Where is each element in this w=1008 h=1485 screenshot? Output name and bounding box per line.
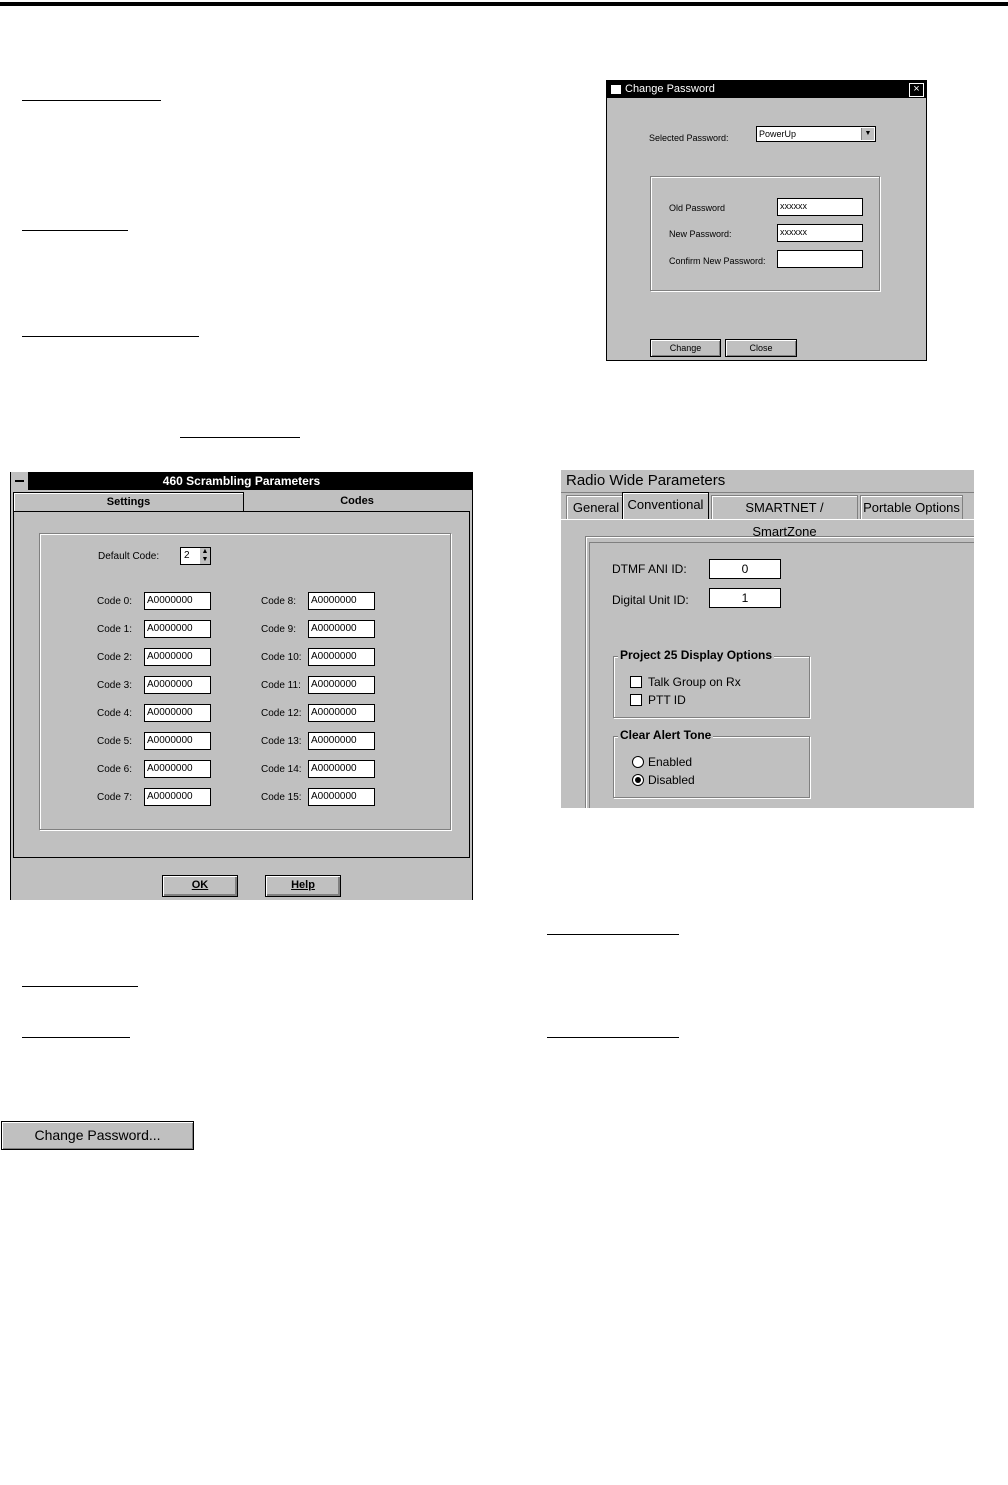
code-field[interactable]: A0000000	[144, 732, 211, 750]
dialog-title: Change Password	[625, 83, 715, 95]
code-label: Code 1:	[97, 624, 133, 635]
codes-panel	[13, 511, 470, 858]
close-button[interactable]: Close	[725, 339, 797, 357]
code-field[interactable]: A0000000	[144, 760, 211, 778]
tab-general[interactable]: General	[566, 495, 626, 519]
selected-password-label: Selected Password:	[649, 133, 729, 143]
scrambling-titlebar	[11, 472, 472, 490]
tab-portable-options[interactable]: Portable Options	[860, 495, 963, 519]
ptt-id-checkbox[interactable]	[630, 694, 642, 706]
radio-wide-title: Radio Wide Parameters	[561, 470, 974, 493]
tab-codes[interactable]: Codes	[340, 495, 374, 507]
code-field[interactable]: A0000000	[144, 592, 211, 610]
code-label: Code 12:	[261, 708, 302, 719]
code-field[interactable]: A0000000	[144, 620, 211, 638]
enabled-label: Enabled	[648, 755, 693, 769]
code-field[interactable]: A0000000	[308, 788, 375, 806]
talk-group-label: Talk Group on Rx	[648, 675, 741, 689]
disabled-radio[interactable]	[632, 774, 644, 786]
code-label: Code 15:	[261, 792, 302, 803]
code-field[interactable]: A0000000	[144, 676, 211, 694]
code-field[interactable]: A0000000	[308, 676, 375, 694]
scrambling-parameters-dialog	[10, 472, 473, 900]
window-icon[interactable]	[611, 85, 621, 94]
tab-settings[interactable]: Settings	[13, 492, 244, 511]
code-label: Code 8:	[261, 596, 297, 607]
new-password-field[interactable]: xxxxxx	[777, 224, 863, 242]
page-top-rule	[0, 2, 1008, 6]
clear-alert-tone-group	[613, 736, 810, 798]
talk-group-checkbox[interactable]	[630, 676, 642, 688]
code-label: Code 2:	[97, 652, 133, 663]
old-password-label: Old Password	[669, 203, 726, 213]
p25-group-title: Project 25 Display Options	[620, 648, 773, 662]
default-code-value: 2	[184, 550, 190, 561]
tab-smartnet[interactable]: SMARTNET / SmartZone	[711, 495, 858, 519]
default-code-label: Default Code:	[98, 551, 160, 562]
code-field[interactable]: A0000000	[308, 732, 375, 750]
close-icon[interactable]: ×	[909, 83, 924, 97]
ok-button[interactable]	[162, 875, 238, 897]
new-password-label: New Password:	[669, 229, 732, 239]
confirm-password-label: Confirm New Password:	[669, 256, 766, 266]
code-label: Code 7:	[97, 792, 133, 803]
ptt-id-label: PTT ID	[648, 693, 686, 707]
heading-rule-7	[547, 934, 679, 935]
spin-arrows-icon[interactable]: ▲ ▼	[201, 548, 209, 563]
heading-rule-6	[22, 1037, 130, 1038]
dialog-titlebar	[607, 81, 926, 98]
code-label: Code 11:	[261, 680, 301, 691]
code-label: Code 10:	[261, 652, 302, 663]
system-menu-icon[interactable]	[11, 472, 29, 490]
heading-rule-1	[22, 100, 161, 101]
code-label: Code 6:	[97, 764, 133, 775]
default-code-spinner[interactable]	[180, 547, 211, 565]
digital-unit-id-label: Digital Unit ID:	[612, 593, 689, 607]
code-field[interactable]: A0000000	[144, 788, 211, 806]
help-button[interactable]	[265, 875, 341, 897]
digital-unit-id-field[interactable]: 1	[709, 588, 781, 608]
code-field[interactable]: A0000000	[144, 648, 211, 666]
scrambling-title: 460 Scrambling Parameters	[162, 474, 321, 488]
code-label: Code 4:	[97, 708, 133, 719]
ok-button-label: OK	[191, 879, 209, 891]
dtmf-ani-id-label: DTMF ANI ID:	[612, 562, 687, 576]
code-label: Code 13:	[261, 736, 302, 747]
code-field[interactable]: A0000000	[144, 704, 211, 722]
disabled-label: Disabled	[648, 773, 695, 787]
heading-rule-3	[22, 336, 199, 337]
code-field[interactable]: A0000000	[308, 704, 375, 722]
heading-rule-2	[22, 230, 128, 231]
dtmf-ani-id-field[interactable]: 0	[709, 559, 781, 579]
confirm-password-field[interactable]	[777, 250, 863, 268]
selected-password-value: PowerUp	[759, 129, 797, 139]
code-field[interactable]: A0000000	[308, 620, 375, 638]
selected-password-select[interactable]	[756, 126, 876, 142]
change-button[interactable]: Change	[650, 339, 721, 357]
code-label: Code 9:	[261, 624, 297, 635]
enabled-radio[interactable]	[632, 756, 644, 768]
alert-group-title: Clear Alert Tone	[620, 728, 712, 742]
old-password-field[interactable]: xxxxxx	[777, 198, 863, 216]
help-button-label: Help	[291, 879, 315, 891]
heading-rule-8	[547, 1037, 679, 1038]
heading-rule-4	[180, 437, 300, 438]
tab-conventional[interactable]: Conventional	[622, 492, 709, 520]
code-label: Code 5:	[97, 736, 133, 747]
change-password-button[interactable]: Change Password...	[1, 1121, 194, 1150]
code-field[interactable]: A0000000	[308, 648, 375, 666]
code-label: Code 3:	[97, 680, 133, 691]
code-label: Code 0:	[97, 596, 133, 607]
code-field[interactable]: A0000000	[308, 760, 375, 778]
heading-rule-5	[22, 986, 138, 987]
code-field[interactable]: A0000000	[308, 592, 375, 610]
code-label: Code 14:	[261, 764, 302, 775]
chevron-down-icon[interactable]: ▼	[861, 128, 874, 140]
